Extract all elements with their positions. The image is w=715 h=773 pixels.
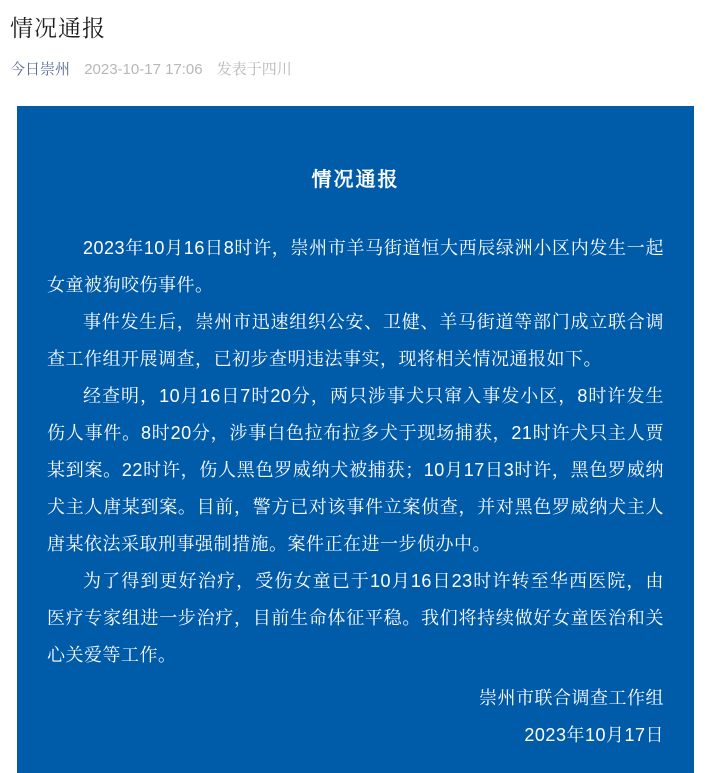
notice-signature-block	[47, 680, 664, 754]
notice-body	[47, 230, 664, 674]
page-title: 情况通报	[10, 15, 106, 41]
article-header	[0, 0, 715, 80]
notice-box	[17, 106, 694, 773]
notice-paragraph: 经查明，10月16日7时20分，两只涉事犬只窜入事发小区，8时许发生伤人事件。8时20分，涉事白色拉布拉多犬于现场捕获，21时许犬只主人贾某到案。22时许，伤人黑色罗威纳犬被捕获；10月17日3时许，黑色罗威纳犬主人唐某到案。目前，警方已对该事件立案侦查，并对黑色罗威纳犬主人唐某依法采取刑事强制措施。案件正在进一步侦办中。	[47, 386, 664, 554]
notice-paragraph: 为了得到更好治疗，受伤女童已于10月16日23时许转至华西医院，由医疗专家组进一步治疗，目前生命体征平稳。我们将持续做好女童医治和关心关爱等工作。	[47, 571, 664, 665]
notice-paragraph: 事件发生后，崇州市迅速组织公安、卫健、羊马街道等部门成立联合调查工作组开展调查，已初步查明违法事实，现将相关情况通报如下。	[47, 312, 664, 369]
notice-title: 情况通报	[311, 169, 400, 191]
article-meta	[10, 60, 705, 80]
notice-paragraph: 2023年10月16日8时许，崇州市羊马街道恒大西辰绿洲小区内发生一起女童被狗咬伤事件。	[47, 238, 664, 295]
publish-location: 发表于四川	[216, 61, 292, 78]
signature-org: 崇州市联合调查工作组	[479, 688, 664, 708]
publish-timestamp: 2023-10-17 17:06	[84, 61, 203, 78]
signature-date: 2023年10月17日	[524, 725, 664, 745]
account-name-link[interactable]: 今日崇州	[10, 61, 71, 78]
